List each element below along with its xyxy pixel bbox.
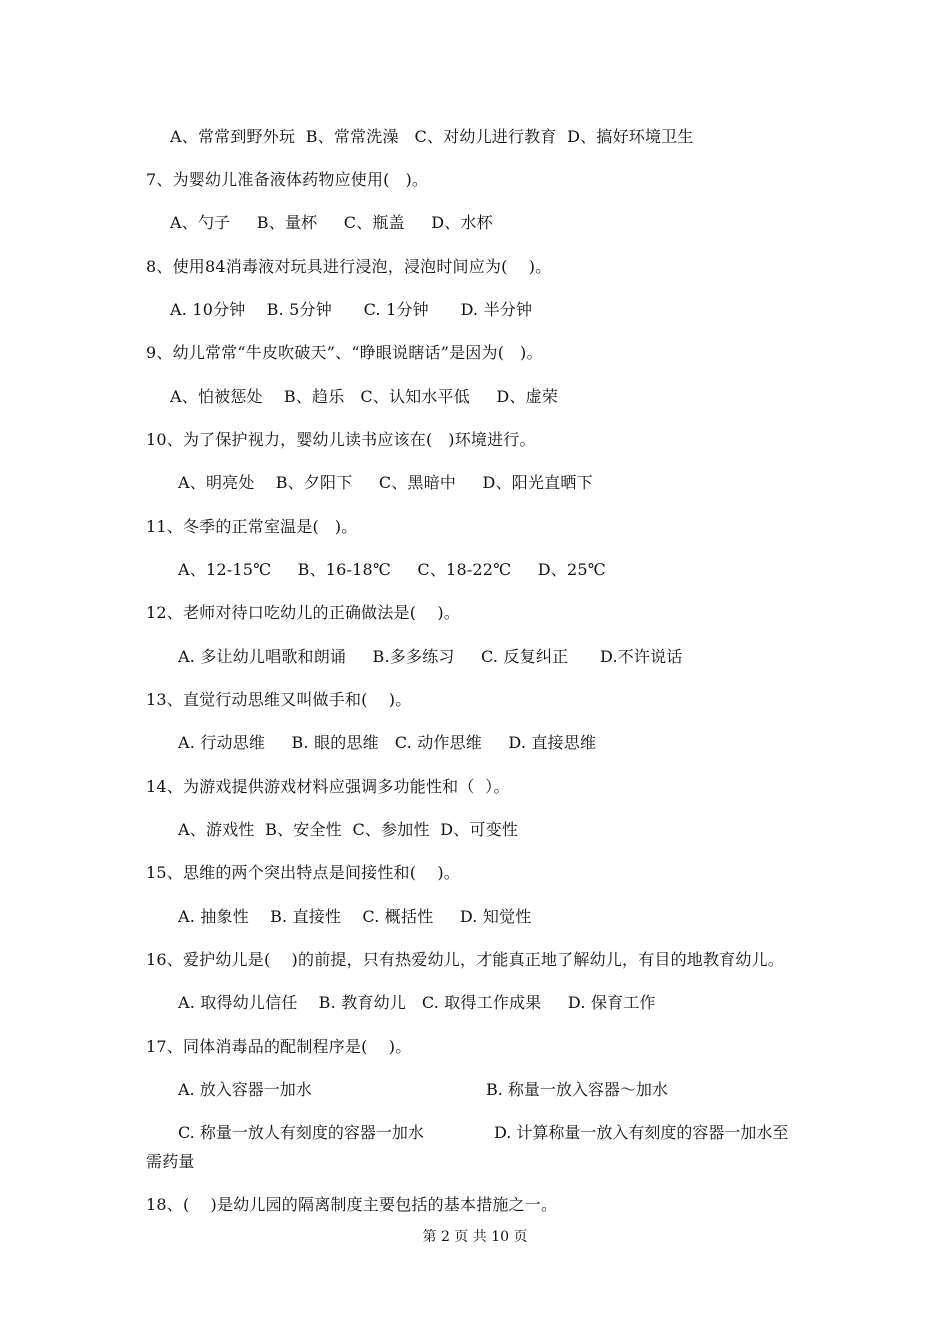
- question-17: 17、同体消毒品的配制程序是( )。: [146, 1037, 412, 1056]
- question-13: 13、直觉行动思维又叫做手和( )。: [146, 690, 412, 709]
- q8-options: A. 10分钟 B. 5分钟 C. 1分钟 D. 半分钟: [170, 300, 533, 319]
- q14-options: A、游戏性 B、安全性 C、参加性 D、可变性: [178, 820, 519, 839]
- q9-options: A、怕被惩处 B、趋乐 C、认知水平低 D、虚荣: [170, 387, 559, 406]
- question-11: 11、冬季的正常室温是( )。: [146, 517, 358, 536]
- page-number: 第 2 页 共 10 页: [422, 1229, 528, 1245]
- q12-options: A. 多让幼儿唱歌和朗诵 B.多多练习 C. 反复纠正 D.不许说话: [178, 647, 683, 666]
- q13-options: A. 行动思维 B. 眼的思维 C. 动作思维 D. 直接思维: [178, 733, 597, 752]
- question-7: 7、为婴幼儿准备液体药物应使用( )。: [146, 170, 429, 189]
- q15-options: A. 抽象性 B. 直接性 C. 概括性 D. 知觉性: [178, 907, 532, 926]
- question-18: 18、( )是幼儿园的隔离制度主要包括的基本措施之一。: [146, 1195, 558, 1214]
- question-9: 9、幼儿常常“牛皮吹破天”、“睁眼说瞎话”是因为( )。: [146, 343, 543, 362]
- q17-option-c: C. 称量一放人有刻度的容器一加水: [178, 1123, 424, 1142]
- question-16: 16、爱护幼儿是( )的前提，只有热爱幼儿，才能真正地了解幼儿，有目的地教育幼儿。: [146, 950, 784, 969]
- question-10: 10、为了保护视力，婴幼儿读书应该在( )环境进行。: [146, 430, 536, 449]
- q10-options: A、明亮处 B、夕阳下 C、黑暗中 D、阳光直晒下: [178, 473, 593, 492]
- question-14: 14、为游戏提供游戏材料应强调多功能性和（ ）。: [146, 777, 510, 796]
- q16-options: A. 取得幼儿信任 B. 教育幼儿 C. 取得工作成果 D. 保育工作: [178, 993, 656, 1012]
- question-8: 8、使用84消毒液对玩具进行浸泡，浸泡时间应为( )。: [146, 257, 552, 276]
- q11-options: A、12-15℃ B、16-18℃ C、18-22℃ D、25℃: [178, 560, 606, 579]
- q6-options: A、常常到野外玩 B、常常洗澡 C、对幼儿进行教育 D、搞好环境卫生: [170, 127, 694, 146]
- q17-option-a: A. 放入容器一加水: [178, 1080, 312, 1099]
- q17-option-d-wrap: 需药量: [146, 1152, 195, 1171]
- question-12: 12、老师对待口吃幼儿的正确做法是( )。: [146, 603, 460, 622]
- q17-option-b: B. 称量一放入容器～加水: [486, 1080, 668, 1099]
- q17-option-d: D. 计算称量一放入有刻度的容器一加水至: [494, 1123, 789, 1142]
- question-15: 15、思维的两个突出特点是间接性和( )。: [146, 863, 460, 882]
- q7-options: A、勺子 B、量杯 C、瓶盖 D、水杯: [170, 213, 493, 232]
